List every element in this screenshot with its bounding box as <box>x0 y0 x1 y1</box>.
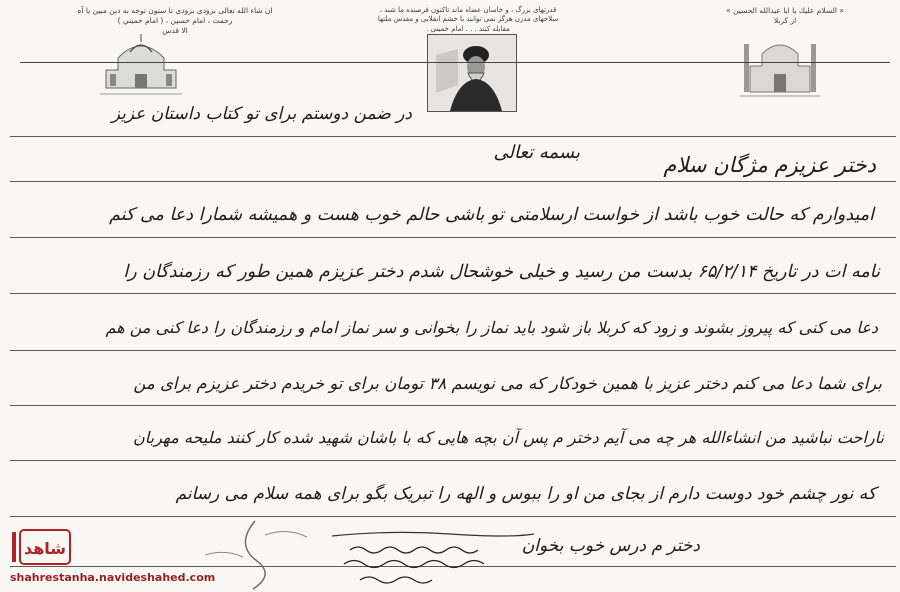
ruled-line <box>10 516 896 517</box>
letter-greeting: دختر عزیزم مژگان سلام <box>663 153 876 177</box>
letter-basmala: بسمه تعالی <box>493 142 580 163</box>
letter-body-line: که نور چشم خود دوست دارم از بجای من او را ببوس و الهه را تبریک بگو برای همه سلام می رسانم <box>175 484 876 504</box>
karbala-shrine-image <box>740 30 820 100</box>
letterhead-divider <box>20 62 890 63</box>
letterhead-center-text: قدرتهاى بزرگ ، و خاسان عضاه ماند تاكنون فرصنده ما شند ، سلاحهاى مدرن هرگز نمى توانند با خشم انقلابى و مقدس ملتها مقابله كنند . . . امام خمينى . <box>377 6 559 33</box>
ruled-line <box>10 293 896 294</box>
letter-body-line: ناراحت نباشید من انشاءالله هر چه می آیم دختر م پس آن بچه هایی که با باشان شهید شده کار کنند ملیحه مهربان <box>133 428 884 447</box>
letterhead-right-text <box>700 6 870 26</box>
letter-note-line: در ضمن دوستم برای تو کتاب داستان عزیز <box>111 104 412 124</box>
shrine-dome-image <box>100 30 182 98</box>
ruled-line <box>10 405 896 406</box>
ruled-line <box>10 181 896 182</box>
shahed-logo <box>6 522 76 572</box>
letterhead-right-caption: از كربلا <box>773 16 797 26</box>
handwritten-stamp-note <box>330 528 536 592</box>
letterhead-right-quote: « السلام عليك يا ابا عبدالله الحسين » <box>726 6 844 15</box>
ruled-line <box>10 350 896 351</box>
logo-text: شاهد <box>23 539 67 558</box>
watermark-url: shahrestanha.navideshahed.com <box>10 571 216 584</box>
portrait-image <box>427 34 517 112</box>
ruled-line <box>10 237 896 238</box>
letter-body-line: دعا می کنی که پیروز بشوند و زود که کربلا باز شود باید نماز را بخوانی و سر نماز امام و رزمندگان را دعا کنی من هم <box>105 318 878 337</box>
letterhead-left-quote: ان شاء الله تعالى بزودى بزودى تا ستون توجه به دين مبين با آه رحمت ، امام حسين ، ( امام خميني ) <box>77 6 273 26</box>
letterhead-left-caption: الا قدس <box>162 26 188 36</box>
letter-body-line: برای شما دعا می کنم دختر عزیز با همین خودکار که می نویسم ۳۸ تومان برای تو خریدم دختر عزیزم برای من <box>133 374 882 393</box>
letter-closing-line: دختر م درس خوب بخوان <box>521 536 700 556</box>
letter-body-line: امیدوارم که حالت خوب باشد از خواست ارسلامتی تو باشی حالم خوب هست و همیشه شمارا دعا می کنم <box>109 205 874 225</box>
letter-body-line: نامه ات در تاریخ ۶۵/۲/۱۴ بدست من رسید و خیلی خوشحال شدم دختر عزیزم همین طور که رزمندگان را <box>123 262 880 282</box>
ruled-line <box>10 136 896 137</box>
ruled-line <box>10 460 896 461</box>
